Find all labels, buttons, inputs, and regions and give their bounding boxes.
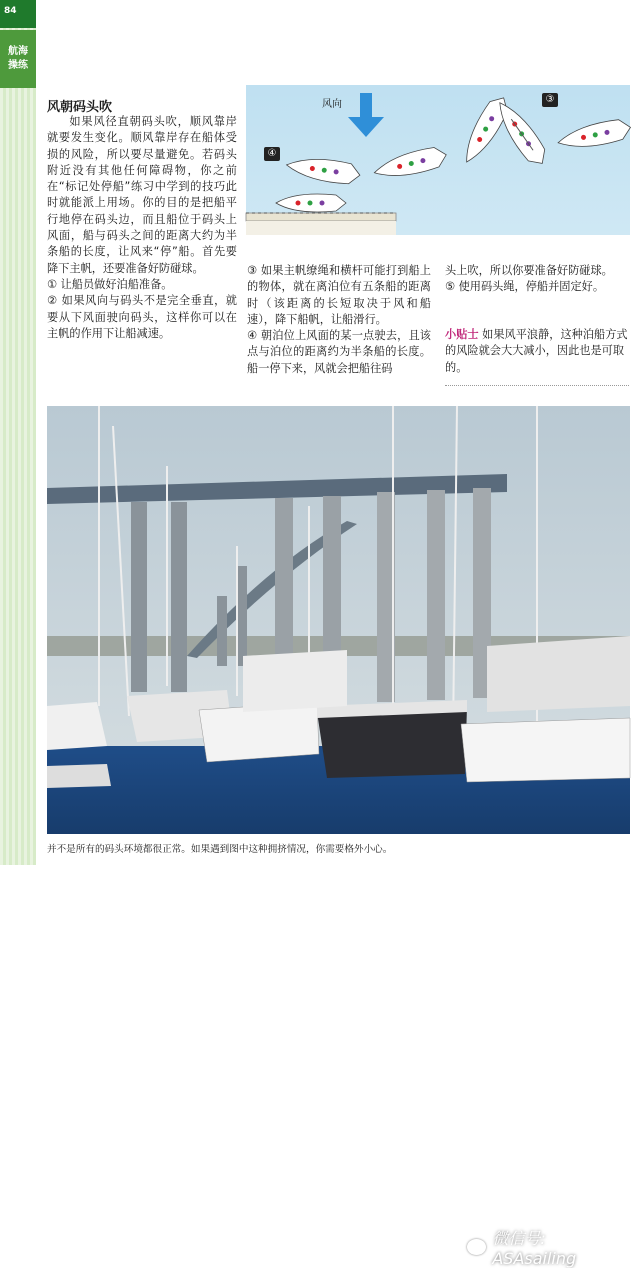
tip-label: 小贴士 — [445, 328, 479, 341]
text-column-3 — [445, 263, 629, 296]
step-5: ⑤ 使用码头绳，停船并固定好。 — [445, 280, 605, 294]
badge-step-3: ③ — [542, 93, 558, 107]
docking-diagram — [246, 85, 630, 235]
wechat-watermark — [467, 1226, 630, 1268]
page-sidebar — [0, 0, 36, 865]
boat-docked — [276, 194, 346, 212]
intro-paragraph: 如果风径直朝码头吹，顺风靠岸就要发生变化。顺风靠岸存在船体受损的风险，所以要尽量避免。若码头附近没有其他任何障碍物，你之前在“标记处停船”练习中学到的技巧此时就能派上用场。你的目的是把船平行地停在码头边，而且船位于码头上风面，船与码头之间的距离大约为半条船的长度，让风来“停”船。首先要降下主帆，还要准备好防碰球。 — [47, 115, 237, 275]
section-label-line2: 操练 — [8, 60, 28, 71]
tip-divider — [445, 385, 629, 386]
text-column-2 — [247, 263, 431, 377]
boat-position-4b — [372, 144, 449, 183]
boat-position-2 — [457, 92, 513, 167]
photo-caption: 并不是所有的码头环境都很正常。如果遇到图中这种拥挤情况，你需要格外小心。 — [47, 844, 393, 855]
page-number-block — [0, 0, 36, 28]
marina-illustration — [47, 406, 630, 834]
page-number: 84 — [4, 6, 17, 16]
text-column-1 — [47, 114, 237, 342]
step-2: ② 如果风向与码头不是完全垂直，就要从下风面驶向码头，这样你可以在主帆的作用下让船减速。 — [47, 294, 237, 340]
step-1: ① 让船员做好泊船准备。 — [47, 277, 173, 291]
tip-box — [445, 327, 629, 376]
boat-position-4a — [285, 154, 361, 186]
dock — [246, 213, 396, 235]
wechat-icon — [467, 1239, 486, 1255]
watermark-text: 微信号: ASAsailing — [492, 1229, 577, 1268]
section-tab — [0, 30, 36, 88]
badge-step-4: ④ — [264, 147, 280, 161]
boat-position-1 — [556, 117, 633, 154]
article-heading: 风朝码头吹 — [47, 100, 113, 115]
tip-text: 如果风平浪静，这种泊船方式的风险就会大大减小，因此也是可取的。 — [445, 328, 628, 374]
wind-label: 风向 — [322, 99, 342, 110]
step-3: ③ 如果主帆缭绳和横杆可能打到船上的物体，就在离泊位有五条船的距离时（该距离的长短取决于风和船速），降下船帆，让船滑行。 — [247, 264, 431, 326]
step-4: ④ 朝泊位上风面的某一点驶去，且该点与泊位的距离约为半条船的长度。船一停下来，风就会把船往码 — [247, 329, 431, 375]
section-label-line1: 航海 — [8, 46, 28, 57]
wind-arrow-icon — [348, 93, 384, 137]
diagram-drawing — [246, 85, 630, 235]
step-4-continued: 头上吹，所以你要准备好防碰球。 — [445, 264, 613, 277]
